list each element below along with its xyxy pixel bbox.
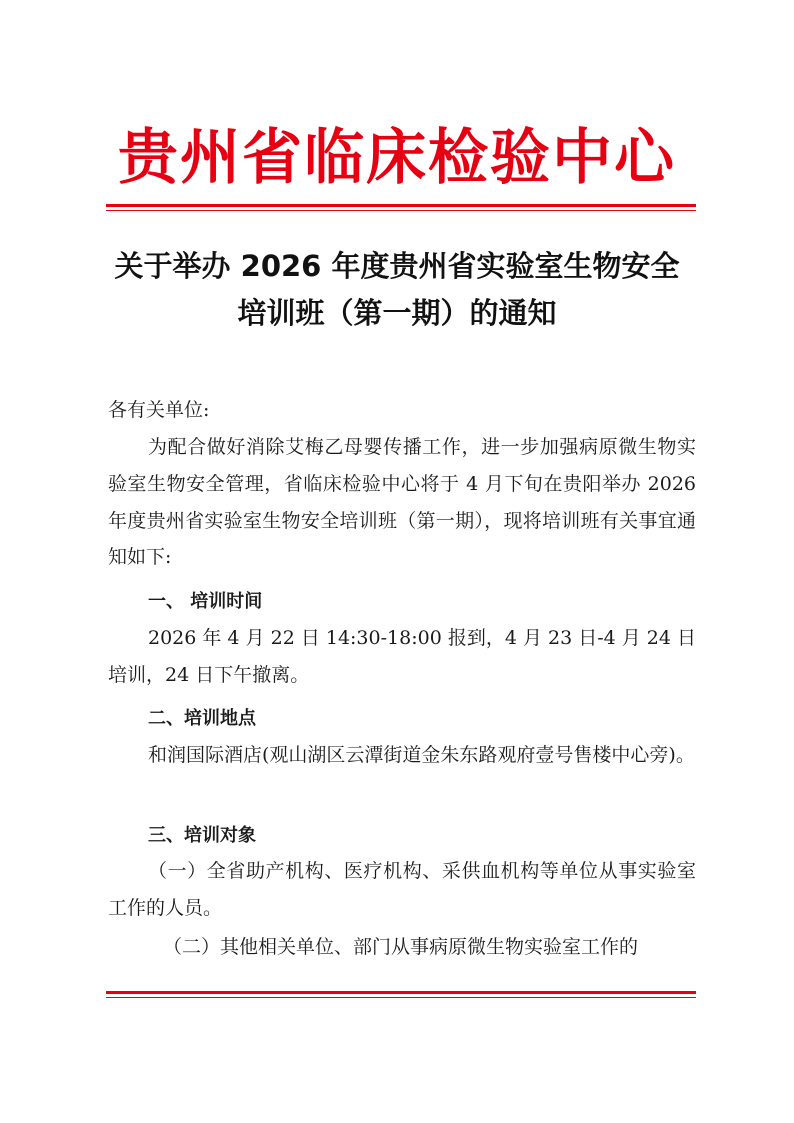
issuer-masthead: 贵州省临床检验中心 [118, 123, 676, 193]
header-divider-thick-line [106, 204, 696, 207]
header-divider-thin-line [106, 210, 696, 211]
section-heading-time: 一、 培训时间 [148, 591, 263, 612]
salutation: 各有关单位: [108, 399, 210, 421]
section-heading-audience: 三、培训对象 [148, 825, 256, 846]
section-heading-location: 二、培训地点 [148, 708, 256, 729]
section-text-location: 和润国际酒店(观山湖区云潭街道金朱东路观府壹号售楼中心旁)。 [148, 744, 695, 766]
document-title-line-2: 培训班（第一期）的通知 [237, 296, 557, 330]
footer-divider-thin-line [106, 997, 696, 998]
header-divider [106, 204, 696, 213]
footer-divider [106, 991, 696, 1000]
footer-divider-thick-line [106, 991, 696, 994]
intro-paragraph: 为配合做好消除艾梅乙母婴传播工作，进一步加强病原微生物实验室生物安全管理，省临床检验中心将于 4 月下旬在贵阳举办 2026 年度贵州省实验室生物安全培训班（第一期），现将培训班有关事宜通知如下: [108, 436, 696, 569]
audience-item-2: （二）其他相关单位、部门从事病原微生物实验室工作的 [163, 936, 639, 958]
audience-item-1: （一）全省助产机构、医疗机构、采供血机构等单位从事实验室工作的人员。 [108, 860, 696, 919]
document-title-line-1: 关于举办 2026 年度贵州省实验室生物安全 [114, 249, 680, 283]
section-text-time: 2026 年 4 月 22 日 14:30-18:00 报到，4 月 23 日-4 月 24 日培训，24 日下午撤离。 [108, 627, 697, 686]
